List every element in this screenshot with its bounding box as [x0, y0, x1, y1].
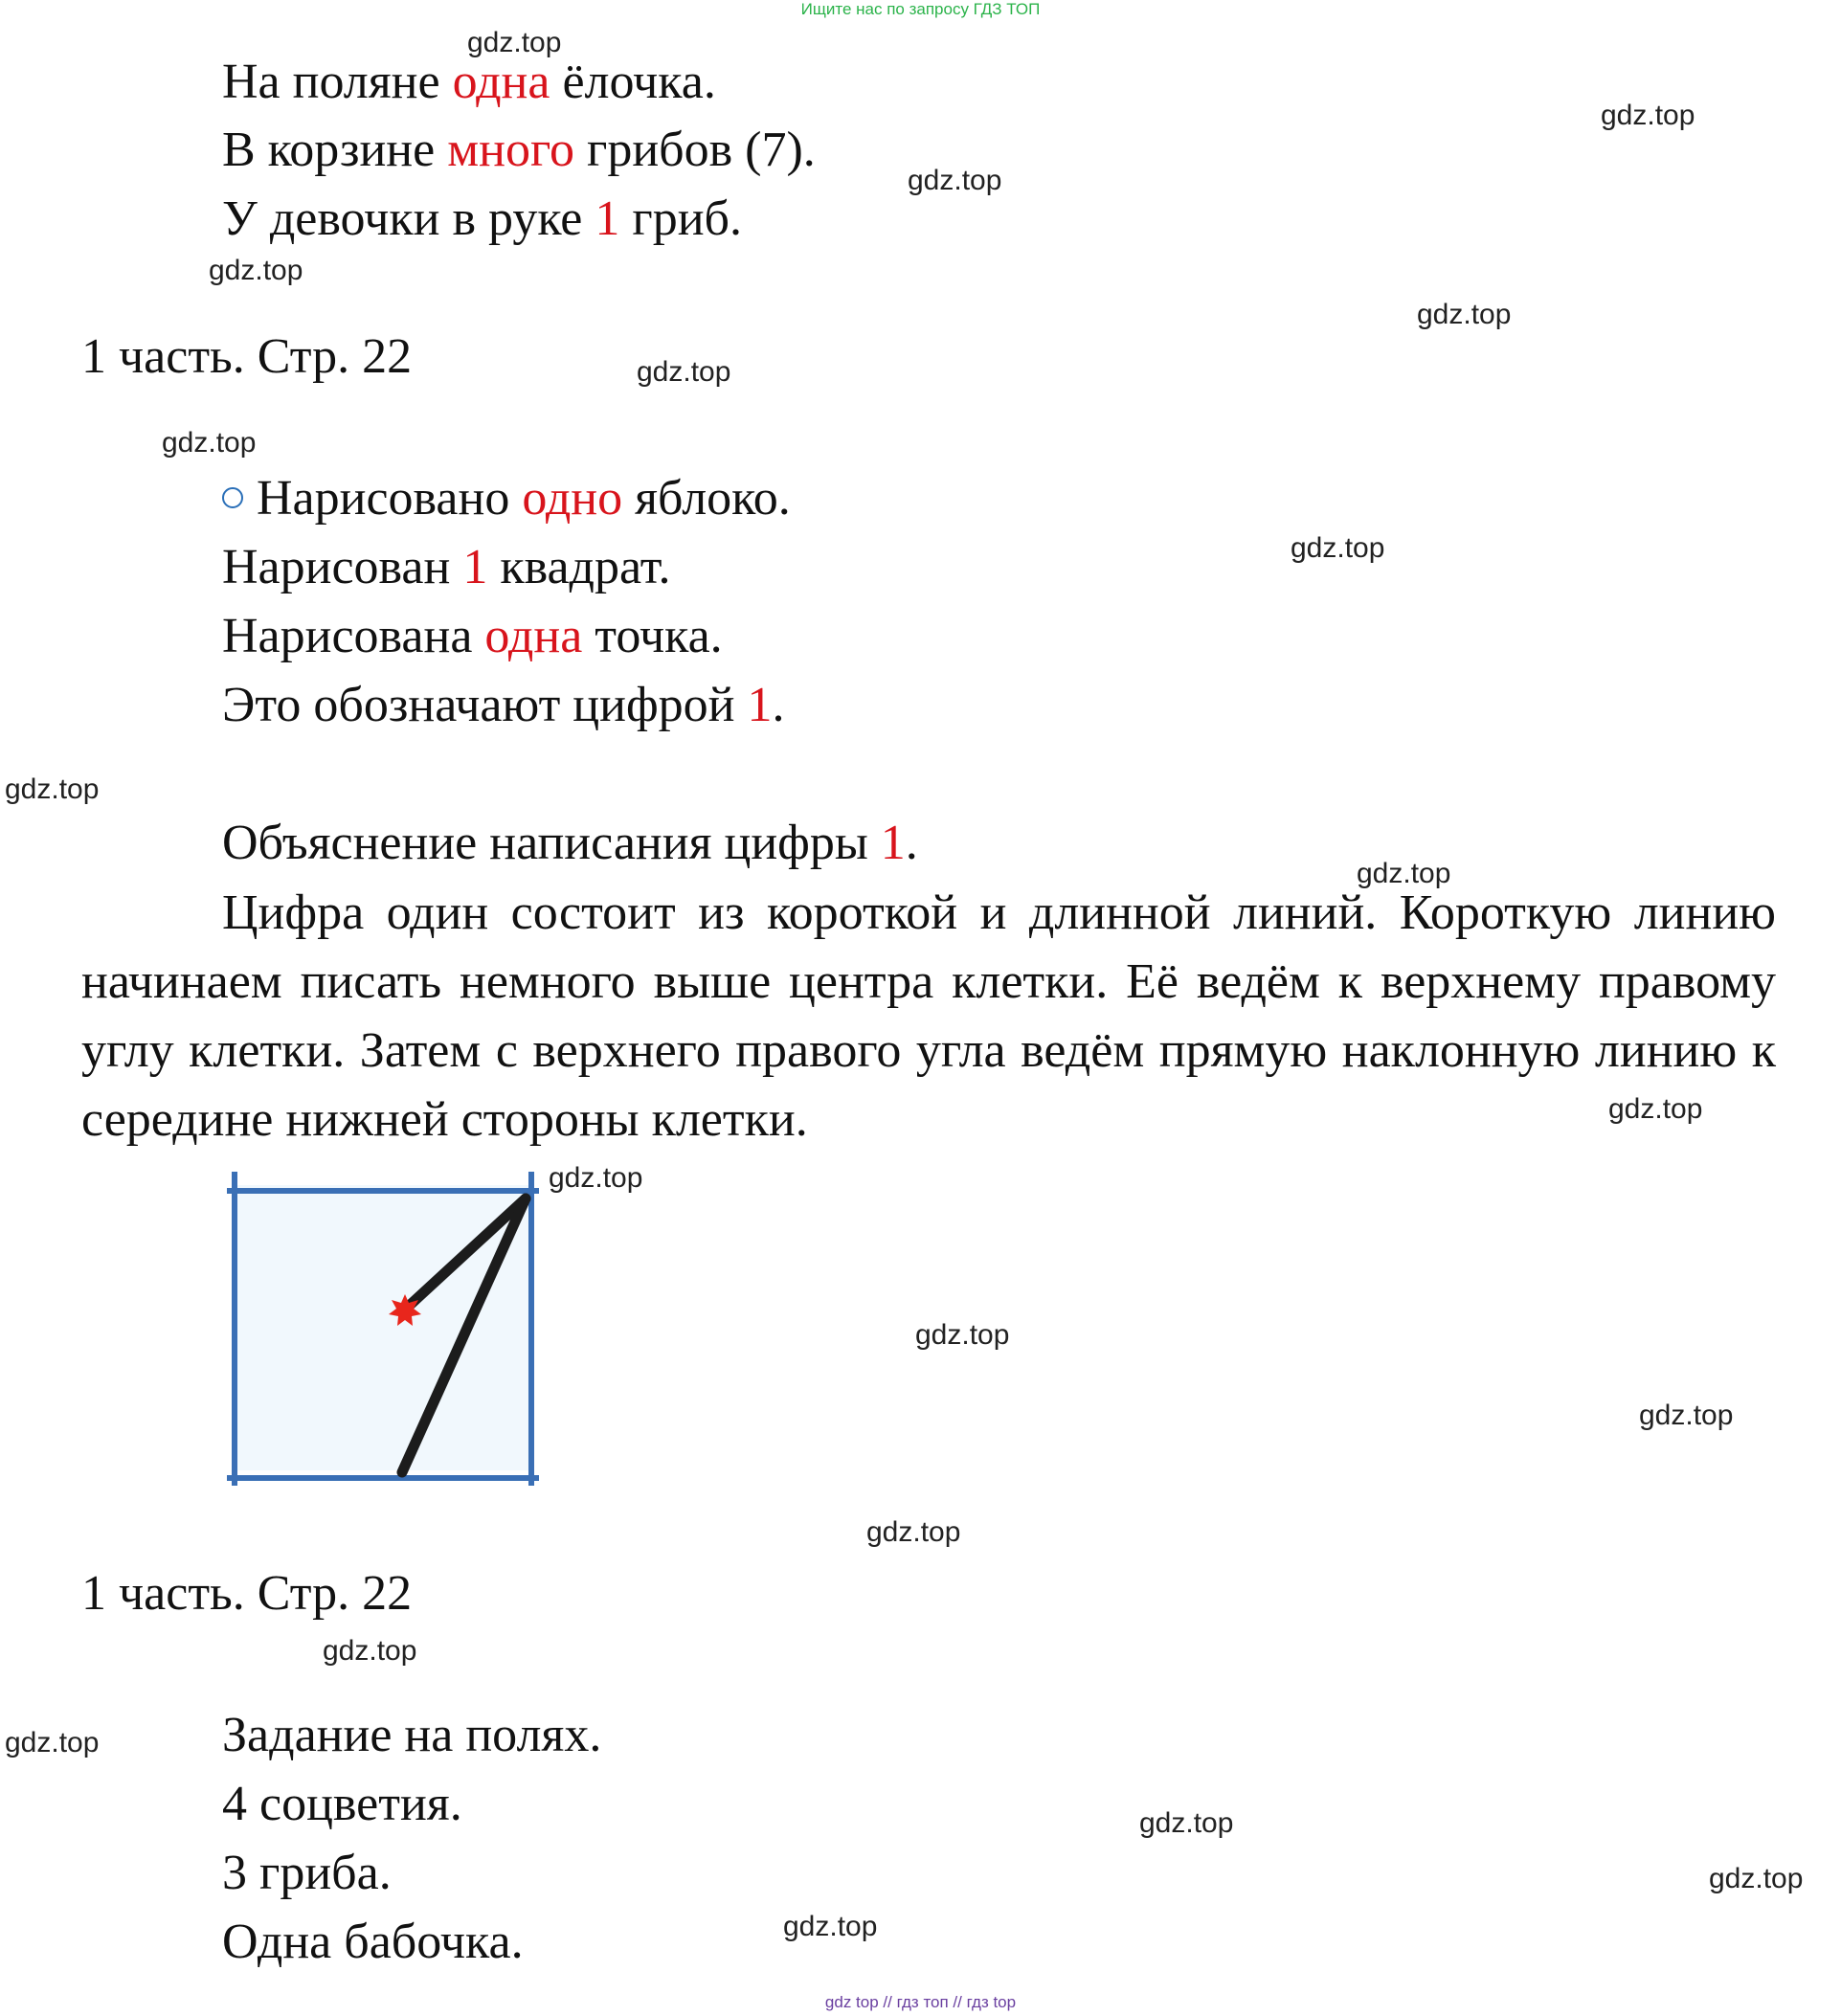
watermark: gdz.top: [5, 773, 100, 805]
sentence-flowers: 4 соцветия.: [222, 1777, 462, 1831]
watermark: gdz.top: [467, 27, 562, 58]
sentence-dot: [222, 607, 723, 666]
text: грибов (7).: [574, 123, 816, 177]
section-heading-2: 1 часть. Стр. 22: [81, 1566, 413, 1621]
text: гриб.: [619, 191, 742, 246]
text: .: [772, 678, 785, 732]
text: яблоко.: [622, 471, 791, 526]
text: Это обозначают цифрой: [222, 678, 748, 732]
watermark: gdz.top: [162, 427, 257, 459]
watermark: gdz.top: [915, 1319, 1010, 1351]
highlight: одно: [522, 471, 623, 526]
watermark: gdz.top: [783, 1911, 878, 1942]
text: В корзине: [222, 123, 448, 177]
sentence-basket: [222, 121, 816, 180]
watermark: gdz.top: [1357, 858, 1451, 889]
section-heading: 1 часть. Стр. 22: [81, 329, 413, 384]
sentence-apple: [222, 469, 791, 528]
text: ёлочка.: [550, 55, 716, 109]
bottom-banner: gdz top // гдз топ // гдз top: [824, 1993, 1017, 2011]
sentence-girl: [222, 190, 742, 249]
text: Объяснение написания цифры: [222, 816, 881, 870]
watermark: gdz.top: [5, 1727, 100, 1758]
sentence-digit: [222, 676, 785, 735]
sentence-square: [222, 538, 671, 597]
watermark: gdz.top: [1291, 532, 1385, 564]
watermark: gdz.top: [323, 1635, 417, 1667]
watermark: gdz.top: [1639, 1400, 1734, 1431]
watermark: gdz.top: [1417, 299, 1512, 330]
text: На поляне: [222, 55, 453, 109]
watermark: gdz.top: [1601, 100, 1695, 131]
explanation-title: [222, 814, 918, 873]
sentence-task: Задание на полях.: [222, 1708, 602, 1762]
text: точка.: [582, 609, 723, 663]
highlight: 1: [595, 191, 620, 246]
text: .: [905, 816, 918, 870]
sentence-tree: [222, 53, 716, 112]
text: Нарисован: [222, 540, 463, 594]
watermark: gdz.top: [209, 255, 303, 286]
explanation-paragraph: Цифра один состоит из короткой и длинной линий. Короткую линию начинаем писать немного выше центра клетки. Её ведём к верхнему правому углу клетки. Затем с верхнего правого угла ведём прямую наклонную линию к середине нижней стороны клетки.: [81, 885, 1776, 1147]
highlight: много: [447, 123, 574, 177]
text: Нарисовано: [257, 471, 523, 526]
highlight: 1: [747, 678, 773, 732]
sentence-butterfly: Одна бабочка.: [222, 1915, 524, 1969]
watermark: gdz.top: [866, 1516, 961, 1548]
watermark: gdz.top: [1709, 1863, 1804, 1894]
top-banner: Ищите нас по запросу ГДЗ ТОП: [800, 0, 1041, 18]
highlight: одна: [452, 55, 550, 109]
highlight: 1: [880, 816, 906, 870]
watermark: gdz.top: [549, 1162, 643, 1194]
watermark: gdz.top: [637, 356, 731, 388]
sentence-mushrooms: 3 гриба.: [222, 1846, 392, 1900]
text: квадрат.: [487, 540, 671, 594]
highlight: 1: [462, 540, 488, 594]
highlight: одна: [484, 609, 583, 663]
watermark: gdz.top: [1608, 1093, 1703, 1125]
watermark: gdz.top: [908, 165, 1002, 196]
circle-bullet-icon: [222, 487, 243, 508]
watermark: gdz.top: [1139, 1807, 1234, 1839]
text: Нарисована: [222, 609, 485, 663]
text: У девочки в руке: [222, 191, 595, 246]
digit-one-diagram: [225, 1156, 550, 1501]
